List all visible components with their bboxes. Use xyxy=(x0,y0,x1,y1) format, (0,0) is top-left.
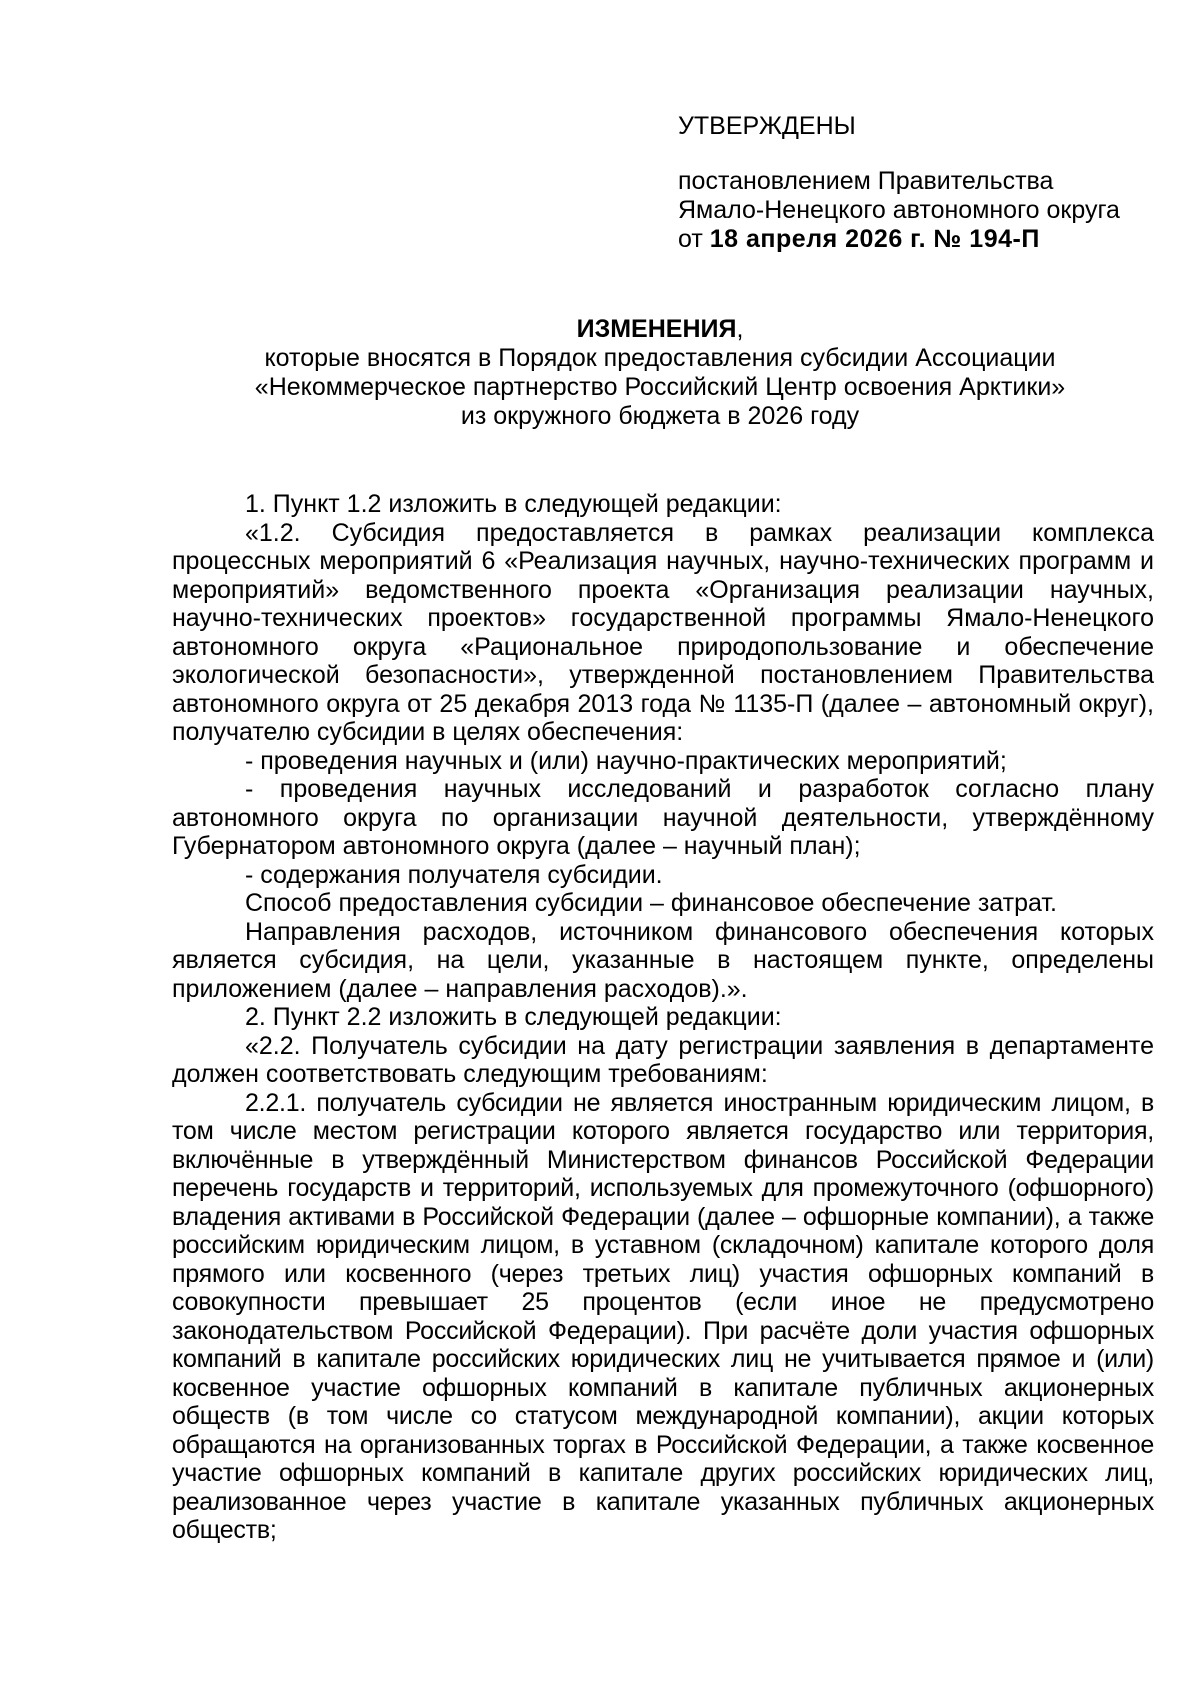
document-title xyxy=(170,315,1150,431)
paragraph-item-1: 1. Пункт 1.2 изложить в следующей редакции: xyxy=(245,490,782,518)
title-line-3: из окружного бюджета в 2026 году xyxy=(460,402,860,430)
title-heading-line xyxy=(170,315,1150,344)
paragraph-item-2: 2. Пункт 2.2 изложить в следующей редакции: xyxy=(245,1003,782,1031)
document-date-number: 18 апреля 2026 г. № 194-П xyxy=(709,225,1040,253)
approval-line-1: постановлением Правительства xyxy=(678,167,1054,195)
paragraph-clause-2-2: «2.2. Получатель субсидии на дату регистрации заявления в департаменте должен соответствовать следующим требованиям: xyxy=(172,1031,1154,1088)
approved-label: УТВЕРЖДЕНЫ xyxy=(678,112,856,140)
title-heading-suffix: , xyxy=(736,315,744,343)
date-prefix: от xyxy=(678,225,703,253)
title-line-2: «Некоммерческое партнерство Российский Центр освоения Арктики» xyxy=(254,373,1066,401)
approval-block xyxy=(678,112,1120,254)
paragraph-clause-1-2: «1.2. Субсидия предоставляется в рамках реализации комплекса процессных мероприятий 6 «Реализация научных, научно-технических программ и мероприятий» ведомственного проекта «Организация реализации научных, научно-технических проектов» государственной программы Ямало-Ненецкого автономного округа «Рациональное природопользование и обеспечение экологической безопасности», утвержденной постановлением Правительства автономного округа от 25 декабря 2013 года № 1135-П (далее – автономный округ), получателю субсидии в целях обеспечения: xyxy=(172,518,1154,746)
approval-date-line xyxy=(678,225,1120,254)
title-line-1: которые вносятся в Порядок предоставления субсидии Ассоциации xyxy=(264,344,1056,372)
approval-line-2: Ямало-Ненецкого автономного округа xyxy=(678,196,1120,224)
title-heading: ИЗМЕНЕНИЯ xyxy=(576,315,737,343)
paragraph-bullet-research: - проведения научных исследований и разработок согласно плану автономного округа по организации научной деятельности, утверждённому Губернатором автономного округа (далее – научный план); xyxy=(172,775,1154,860)
paragraph-expense-directions: Направления расходов, источником финансового обеспечения которых является субсидия, на цели, указанные в настоящем пункте, определены приложением (далее – направления расходов).». xyxy=(172,917,1154,1003)
paragraph-bullet-maintenance: - содержания получателя субсидии. xyxy=(245,860,663,889)
document-body xyxy=(172,490,1154,1545)
paragraph-method: Способ предоставления субсидии – финансовое обеспечение затрат. xyxy=(245,889,1057,917)
paragraph-clause-2-2-1: 2.2.1. получатель субсидии не является иностранным юридическим лицом, в том числе местом регистрации которого является государство или территория, включённые в утверждённый Министерством финансов Российской Федерации перечень государств и территорий, используемых для промежуточного (офшорного) владения активами в Российской Федерации (далее – офшорные компании), а также российским юридическим лицом, в уставном (складочном) капитале которого доля прямого или косвенного (через третьих лиц) участия офшорных компаний в совокупности превышает 25 процентов (если иное не предусмотрено законодательством Российской Федерации). При расчёте доли участия офшорных компаний в капитале российских юридических лиц не учитывается прямое и (или) косвенное участие офшорных компаний в капитале публичных акционерных обществ (в том числе со статусом международной компании), акции которых обращаются на организованных торгах в Российской Федерации, а также косвенное участие офшорных компаний в капитале других российских юридических лиц, реализованное через участие в капитале указанных публичных акционерных обществ; xyxy=(172,1088,1154,1544)
paragraph-bullet-events: - проведения научных и (или) научно-практических мероприятий; xyxy=(245,746,1007,775)
